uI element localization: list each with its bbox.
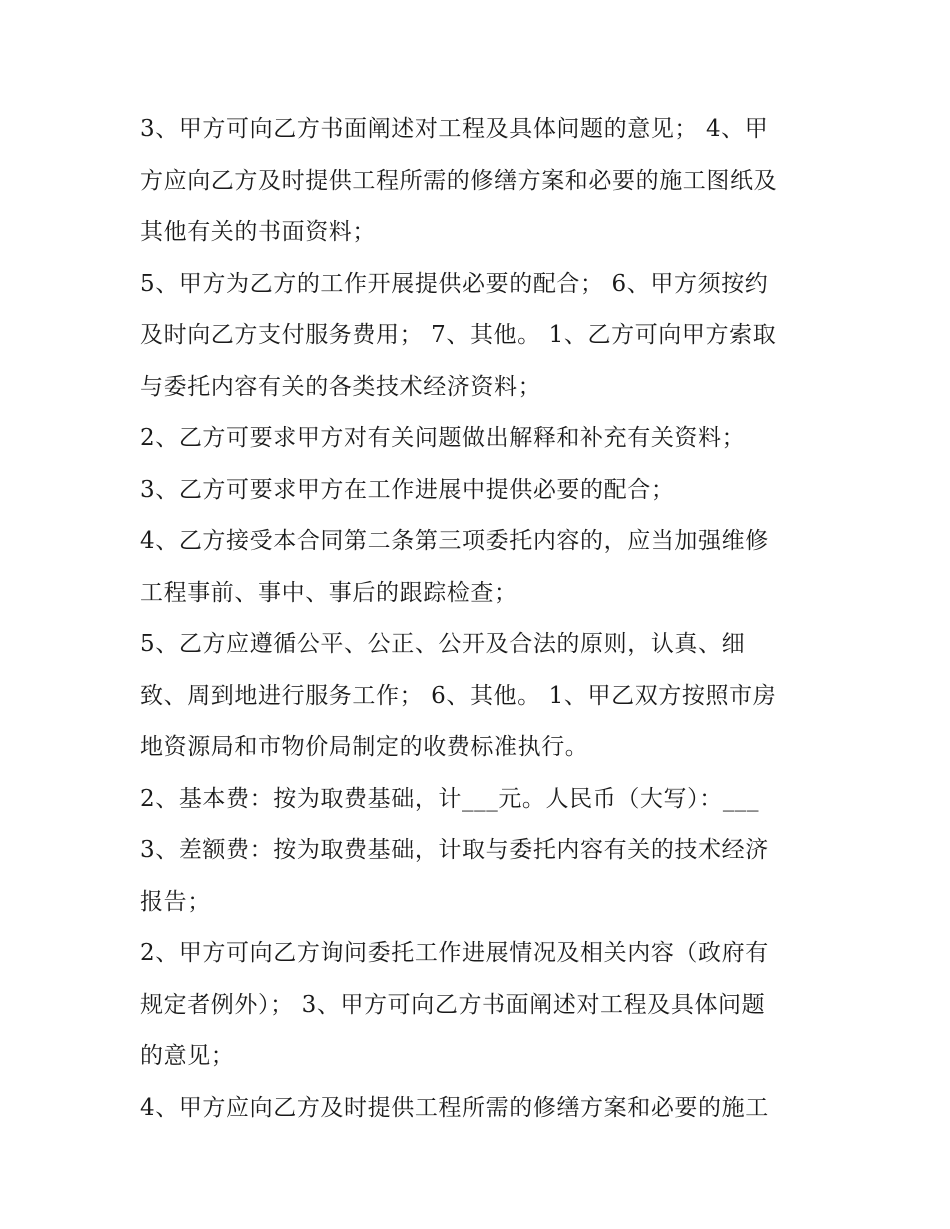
- text-line: 3、甲方可向乙方书面阐述对工程及具体问题的意见； 4、甲: [140, 116, 769, 142]
- document-body: [140, 104, 820, 1134]
- text-line: 3、乙方可要求甲方在工作进展中提供必要的配合；: [140, 476, 675, 503]
- text-line: 4、乙方接受本合同第二条第三项委托内容的，应当加强维修: [140, 528, 769, 554]
- text-line: 与委托内容有关的各类技术经济资料；: [140, 373, 542, 400]
- text-line: 报告；: [140, 888, 211, 915]
- text-line: 2、基本费：按为取费基础，计___元。人民币（大写）：___: [140, 785, 760, 812]
- text-line: 5、甲方为乙方的工作开展提供必要的配合； 6、甲方须按约: [140, 270, 769, 297]
- text-line: 及时向乙方支付服务费用； 7、其他。 1、乙方可向甲方索取: [140, 322, 777, 348]
- text-line: 致、周到地进行服务工作； 6、其他。 1、甲乙双方按照市房: [140, 682, 777, 709]
- text-line: 2、甲方可向乙方询问委托工作进展情况及相关内容（政府有: [140, 940, 769, 966]
- text-line: 规定者例外）； 3、甲方可向乙方书面阐述对工程及具体问题: [140, 991, 766, 1018]
- text-line: 2、乙方可要求甲方对有关问题做出解释和补充有关资料；: [140, 425, 746, 451]
- text-line: 方应向乙方及时提供工程所需的修缮方案和必要的施工图纸及: [140, 167, 778, 194]
- text-line: 工程事前、事中、事后的跟踪检查；: [140, 579, 518, 606]
- text-line: 4、甲方应向乙方及时提供工程所需的修缮方案和必要的施工: [140, 1094, 769, 1121]
- text-line: 3、差额费：按为取费基础，计取与委托内容有关的技术经济: [140, 837, 769, 863]
- text-line: 其他有关的书面资料；: [140, 219, 376, 245]
- text-line: 的意见；: [140, 1043, 235, 1069]
- text-line: 5、乙方应遵循公平、公正、公开及合法的原则，认真、细: [140, 631, 746, 657]
- text-line: 地资源局和市物价局制定的收费标准执行。: [140, 734, 589, 760]
